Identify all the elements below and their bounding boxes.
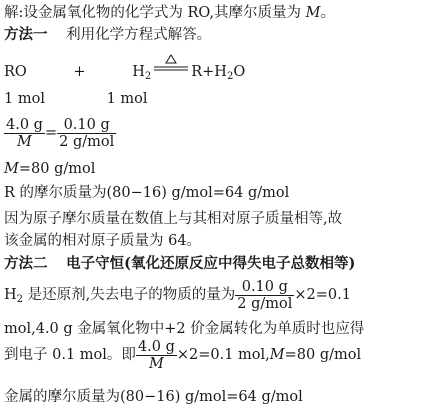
equation-line (4, 63, 245, 81)
intro-text: 解:设金属氧化物的化学式为 RO,其摩尔质量为 (4, 5, 306, 21)
ratio-right-den: 2 g/mol (59, 133, 115, 150)
eq-h-sub: 2 (144, 71, 152, 82)
m-result-value: =80 g/mol (18, 161, 96, 177)
molar-mass-symbol: M (305, 5, 321, 21)
m2-line3-lead: 到电子 0.1 mol。即 (4, 347, 136, 363)
m2-line3-tail: =80 g/mol (284, 347, 362, 363)
method1-heading: 方法一 (4, 26, 48, 43)
conclusion-line-2: 该金属的相对原子质量为 64。 (4, 233, 202, 249)
ratio-line (4, 116, 116, 150)
moles-line (4, 90, 148, 108)
eq-h2o-sub: 2 (226, 71, 234, 82)
m2-line-1 (4, 278, 351, 312)
eq-r-h: R+H (191, 64, 227, 80)
eq-products (191, 64, 245, 80)
m2-line3-fraction (136, 339, 177, 372)
ratio-right-num: 0.10 g (57, 117, 116, 134)
m2-line3-den: M (148, 355, 164, 372)
mol-ro: 1 mol (4, 91, 45, 107)
m2-line1-den: 2 g/mol (237, 295, 293, 312)
m2-line-3 (4, 338, 361, 372)
m2-line-2: mol,4.0 g 金属氧化物中+2 价金属转化为单质时也应得 (4, 321, 365, 337)
ratio-left-fraction (4, 117, 45, 150)
eq-h-letter: H (132, 64, 145, 80)
intro-tail: 。 (320, 5, 336, 21)
ratio-left-den: M (17, 133, 32, 150)
intro-line (4, 4, 335, 22)
method2-desc: 电子守恒(氧化还原反应中得失电子总数相等) (66, 255, 356, 272)
eq-ro: RO (4, 64, 27, 80)
final-line: 金属的摩尔质量为(80−16) g/mol=64 g/mol (4, 389, 303, 405)
m2-line1-text: 是还原剂,失去电子的物质的量为 (23, 287, 236, 303)
m2-line3-mid: ×2=0.1 mol, (176, 347, 270, 363)
r-molar-line: R 的摩尔质量为(80−16) g/mol=64 g/mol (4, 185, 290, 201)
m2-line3-m: M (269, 347, 285, 363)
eq-h2 (132, 64, 151, 80)
m2-line1-fraction (235, 279, 294, 312)
eq-o: O (233, 64, 246, 80)
m2-h-letter: H (4, 287, 17, 303)
heat-triangle-icon (151, 53, 191, 81)
eq-plus: + (73, 64, 86, 80)
method1-desc: 利用化学方程式解答。 (66, 27, 212, 43)
ratio-eq: = (44, 125, 58, 141)
reaction-arrow (151, 63, 191, 81)
m2-line3-num: 4.0 g (137, 338, 175, 355)
method2-heading: 方法二 (4, 255, 48, 272)
conclusion-line-1: 因为原子摩尔质量在数值上与其相对原子质量相等,故 (4, 211, 343, 227)
m-symbol: M (4, 161, 19, 177)
method2-line (4, 255, 355, 273)
m2-line1-tail: ×2=0.1 (294, 287, 351, 303)
mol-h2: 1 mol (106, 91, 148, 107)
m2-h-sub: 2 (16, 294, 24, 305)
method1-line (4, 26, 211, 44)
ratio-left-num: 4.0 g (6, 116, 43, 133)
ratio-right-fraction (57, 117, 116, 150)
m-result-line (4, 160, 95, 178)
m2-line1-num: 0.10 g (235, 279, 294, 296)
